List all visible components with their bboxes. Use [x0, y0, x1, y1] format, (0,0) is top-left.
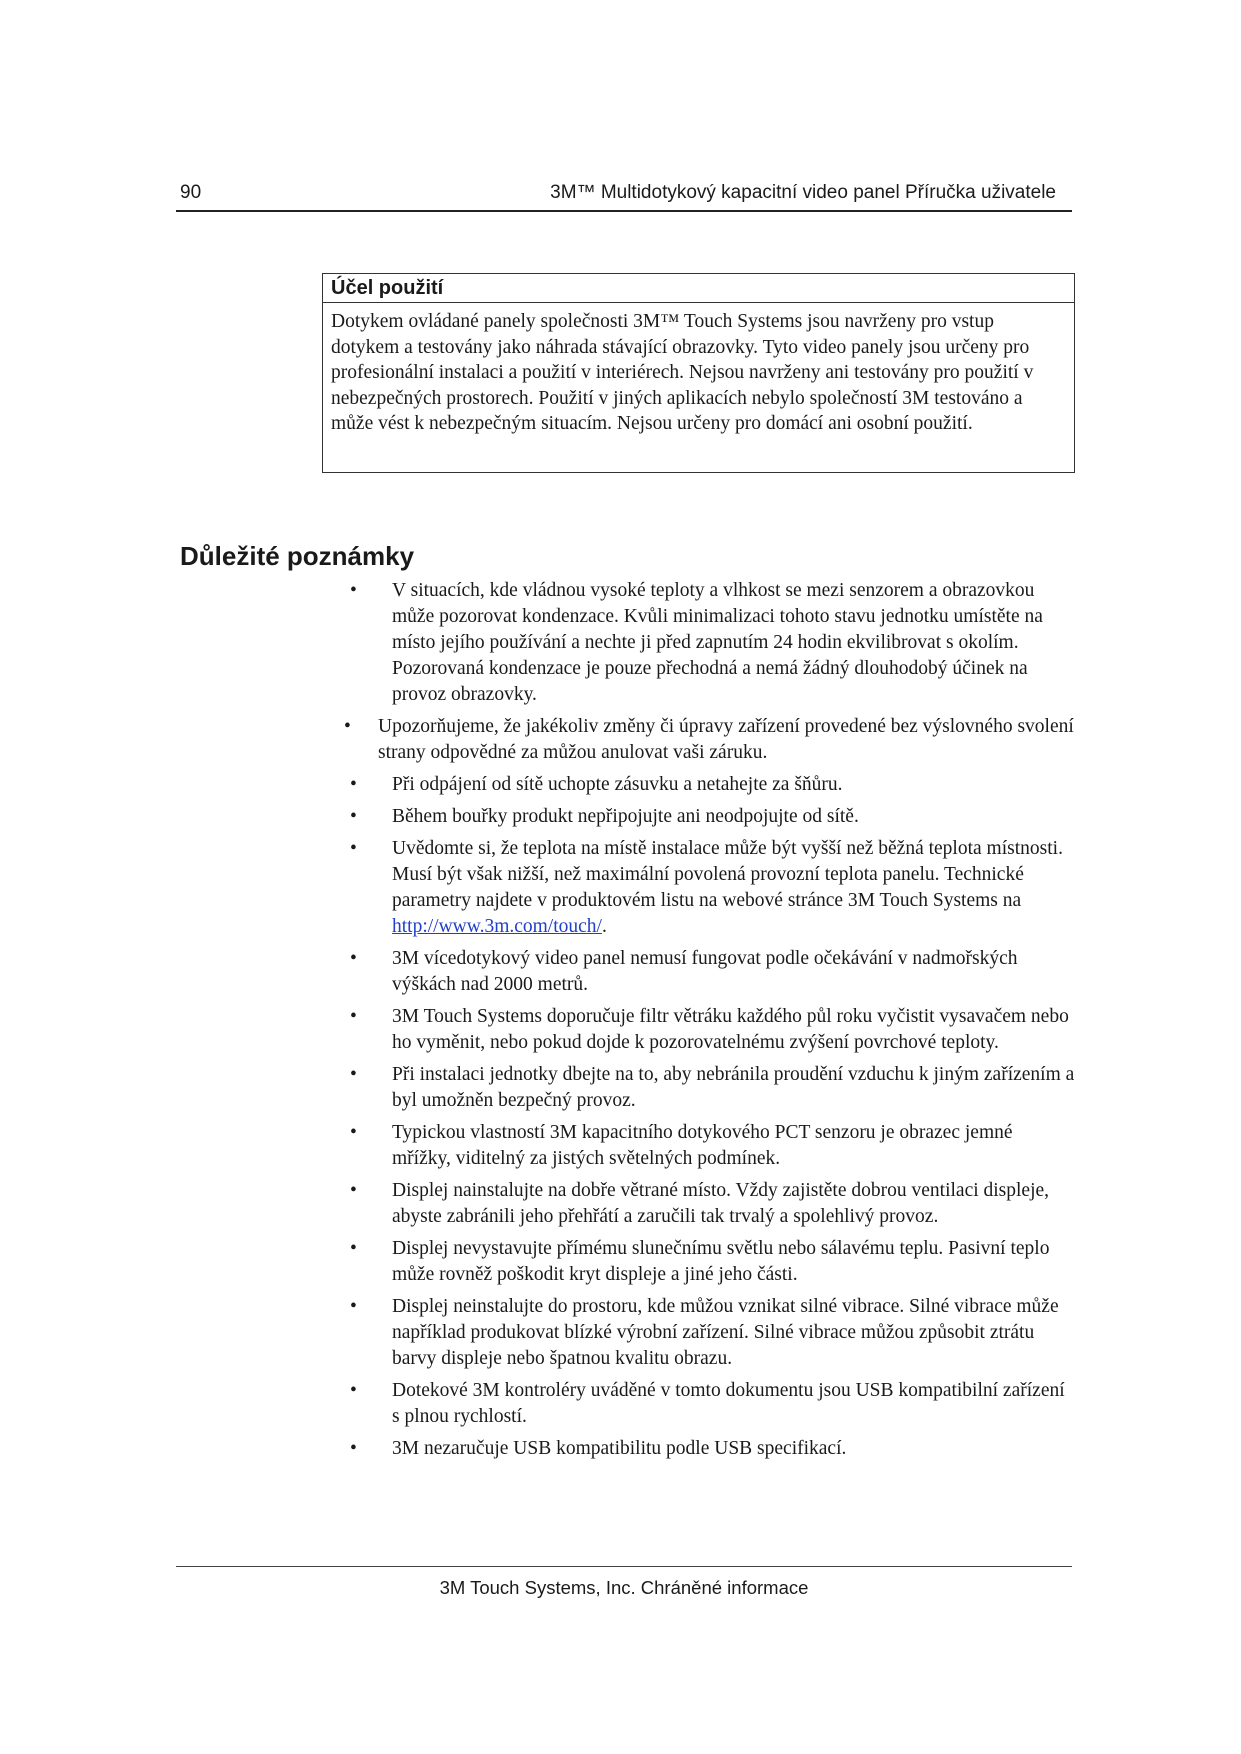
purpose-box-heading: Účel použití	[323, 274, 1074, 303]
list-item	[340, 1120, 1075, 1172]
list-item	[340, 1062, 1075, 1114]
bullet-icon: •	[350, 806, 357, 827]
bullet-icon: •	[350, 1380, 357, 1401]
bullet-icon: •	[350, 948, 357, 969]
list-item-text: Upozorňujeme, že jakékoliv změny či úpravy zařízení provedené bez výslovného svolení strany odpovědné za můžou anulovat vaši záruku.	[378, 716, 1074, 763]
bullet-icon: •	[350, 1122, 357, 1143]
list-item-text: Typickou vlastností 3M kapacitního dotykového PCT senzoru je obrazec jemné mřížky, viditelný za jistých světelných podmínek.	[392, 1122, 1013, 1169]
list-item-text: Displej neinstalujte do prostoru, kde můžou vznikat silné vibrace. Silné vibrace může například produkovat blízké výrobní zařízení. Silné vibrace můžou způsobit ztrátu barvy displeje nebo špatnou kvalitu obrazu.	[392, 1296, 1059, 1369]
bullet-icon: •	[350, 1006, 357, 1027]
list-item	[340, 1436, 1075, 1462]
bullet-icon: •	[350, 774, 357, 795]
list-item-text: Displej nevystavujte přímému slunečnímu světlu nebo sálavému teplu. Pasivní teplo může rovněž poškodit kryt displeje a jiné jeho části.	[392, 1238, 1050, 1285]
page-header	[176, 178, 1072, 212]
list-item	[340, 772, 1075, 798]
list-item	[340, 804, 1075, 830]
touch-website-link[interactable]: http://www.3m.com/touch/	[392, 916, 602, 937]
list-item-text: 3M nezaručuje USB kompatibilitu podle USB specifikací.	[392, 1438, 847, 1459]
list-item-text: 3M Touch Systems doporučuje filtr větráku každého půl roku vyčistit vysavačem nebo ho vyměnit, nebo pokud dojde k pozorovatelnému zvýšení povrchové teploty.	[392, 1006, 1069, 1053]
page-number: 90	[180, 182, 202, 203]
page-footer	[176, 1566, 1072, 1599]
list-item	[340, 836, 1075, 940]
list-item	[340, 578, 1075, 708]
notes-list	[340, 578, 1075, 1468]
list-item	[340, 1294, 1075, 1372]
list-item-text: Dotekové 3M kontroléry uváděné v tomto dokumentu jsou USB kompatibilní zařízení s plnou rychlostí.	[392, 1380, 1065, 1427]
section-heading: Důležité poznámky	[180, 541, 415, 571]
list-item	[340, 946, 1075, 998]
list-item-text: Uvědomte si, že teplota na místě instalace může být vyšší než běžná teplota místnosti. Musí být však nižší, než maximální povolená provozní teplota panelu. Technické parametry najdete v produktovém listu na webové stránce 3M Touch Systems na	[392, 838, 1063, 911]
footer-text: 3M Touch Systems, Inc. Chráněné informace	[439, 1577, 809, 1598]
list-item	[340, 1236, 1075, 1288]
list-item-text: V situacích, kde vládnou vysoké teploty a vlhkost se mezi senzorem a obrazovkou může pozorovat kondenzace. Kvůli minimalizaci tohoto stavu jednotku umístěte na místo jejího používání a nechte ji před zapnutím 24 hodin ekvilibrovat s okolím. Pozorovaná kondenzace je pouze přechodná a nemá žádný dlouhodobý účinek na provoz obrazovky.	[392, 580, 1043, 705]
list-item-text: 3M vícedotykový video panel nemusí fungovat podle očekávání v nadmořských výškách nad 2000 metrů.	[392, 948, 1018, 995]
bullet-icon: •	[350, 1180, 357, 1201]
bullet-icon: •	[350, 1296, 357, 1317]
list-item	[340, 1178, 1075, 1230]
list-item-text: Při odpájení od sítě uchopte zásuvku a netahejte za šňůru.	[392, 774, 843, 795]
bullet-icon: •	[350, 1064, 357, 1085]
bullet-icon: •	[350, 1438, 357, 1459]
list-item-text: Při instalaci jednotky dbejte na to, aby nebránila proudění vzduchu k jiným zařízením a byl umožněn bezpečný provoz.	[392, 1064, 1075, 1111]
list-item-text: Během bouřky produkt nepřipojujte ani neodpojujte od sítě.	[392, 806, 859, 827]
purpose-box-text: Dotykem ovládané panely společnosti 3M™ Touch Systems jsou navrženy pro vstup dotykem a testovány jako náhrada stávající obrazovky. Tyto video panely jsou určeny pro profesionální instalaci a použití v interiérech. Nejsou navrženy ani testovány pro použití v nebezpečných prostorech. Použití v jiných aplikacích nebylo společností 3M testováno a může vést k nebezpečným situacím. Nejsou určeny pro domácí ani osobní použití.	[331, 311, 1034, 434]
list-item-text: Displej nainstalujte na dobře větrané místo. Vždy zajistěte dobrou ventilaci displeje, abyste zabránili jeho přehřátí a zaručili tak trvalý a spolehlivý provoz.	[392, 1180, 1050, 1227]
bullet-icon: •	[350, 838, 357, 859]
bullet-icon: •	[350, 1238, 357, 1259]
bullet-icon: •	[350, 580, 357, 601]
list-item	[340, 1378, 1075, 1430]
list-item	[340, 714, 1075, 766]
list-item-text-end: .	[601, 916, 607, 937]
bullet-icon: •	[344, 716, 351, 737]
purpose-box	[322, 273, 1075, 473]
list-item	[340, 1004, 1075, 1056]
running-title: 3M™ Multidotykový kapacitní video panel Příručka uživatele	[550, 182, 1056, 203]
